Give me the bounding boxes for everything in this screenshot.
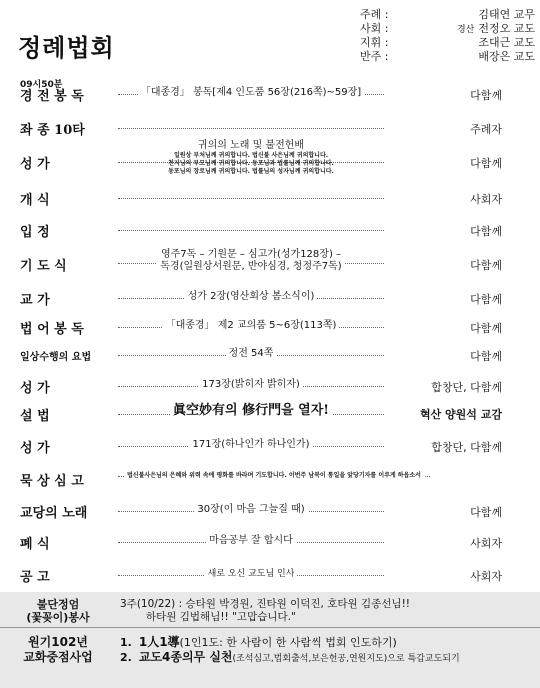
flower-service-text: 3주(10/22) : 승타원 박경원, 진타원 이덕진, 호타원 김종선님!! 하타원 김법해님!! "고맙습니다."	[120, 598, 410, 623]
program-content: 173장(밝히자 밝히자)	[199, 379, 303, 390]
program-label: 설 법	[20, 409, 50, 424]
program-performer: 주례자	[470, 123, 502, 136]
program-label: 공 고	[20, 570, 50, 585]
notice-section	[0, 592, 540, 688]
program-content-line: 일원상 부처님께 귀의합니다. 법신불 사은님께 귀의합니다.	[173, 152, 329, 159]
program-label: 성 가	[20, 157, 50, 172]
program-content: 영주7독 – 기원문 – 심고가(성가128장) –	[158, 249, 344, 260]
program-performer: 사회자	[470, 537, 502, 550]
program-content-line: 독경(일원상서원문, 반야심경, 청정주7독)	[157, 261, 344, 272]
program-label: 개 식	[20, 193, 50, 208]
role-prefix: 경산	[456, 25, 475, 35]
program-performer: 다함께	[470, 293, 502, 306]
role-conductor	[360, 36, 535, 50]
role-accompanist	[360, 50, 535, 64]
program-performer: 다함께	[470, 259, 502, 272]
role-label: 지휘 :	[360, 36, 389, 49]
program-content: 마음공부 잘 합시다	[206, 535, 296, 546]
program-content: 성가 2장(영산회상 봄소식이)	[185, 291, 318, 302]
role-name: 김태연 교무	[478, 8, 535, 21]
page-title: 정례법회	[18, 33, 115, 62]
role-label: 반주 :	[360, 50, 389, 63]
dotted-leader	[118, 230, 384, 231]
program-label: 성 가	[20, 381, 50, 396]
focus-project-item: 2. 교도4종의무 실천(조석심고,법회출석,보은헌공,연원지도)으로 특갑교도되기	[120, 650, 460, 664]
start-time: 09시50분	[20, 80, 63, 90]
role-label: 주례 :	[360, 8, 389, 21]
program-label: 기 도 식	[20, 259, 67, 274]
role-label: 사회 :	[360, 22, 389, 35]
program-performer: 합창단, 다함께	[431, 381, 502, 394]
program-content: 30장(이 마음 그늘질 때)	[194, 504, 307, 515]
sermon-title: 眞空妙有의 修行門을 열자!	[170, 403, 332, 418]
program-content: 「대종경」 봉독[제4 인도품 56장(216쪽)~59장]	[138, 87, 364, 98]
program-performer: 다함께	[470, 322, 502, 335]
program-performer: 사회자	[470, 193, 502, 206]
officiant-list	[360, 8, 535, 64]
program-performer: 사회자	[470, 570, 502, 583]
focus-project-item: 1. 1人1導(1인1도: 한 사람이 한 사람씩 법회 인도하기)	[120, 635, 397, 649]
program-content: 171장(하나인가 하나인가)	[189, 439, 312, 450]
role-officiant	[360, 8, 535, 22]
program-label: 교당의 노래	[20, 506, 88, 521]
dotted-leader	[118, 198, 384, 199]
program-content: 귀의의 노래 및 불전헌배	[195, 140, 307, 151]
program-performer: 혁산 양원석 교감	[419, 408, 502, 421]
program-label: 묵 상 심 고	[20, 474, 84, 489]
program-performer: 다함께	[470, 350, 502, 363]
program-label: 법 어 봉 독	[20, 322, 84, 337]
role-name: 전정오 교도	[478, 22, 535, 35]
program-content: 새로 오신 교도님 인사	[205, 569, 298, 579]
program-content: 「대종경」 제2 교의품 5~6장(113쪽)	[163, 320, 340, 331]
program-label: 입 정	[20, 225, 50, 240]
program-label: 성 가	[20, 441, 50, 456]
program-content-line: 천지님의 부모님께 귀의합니다. 동포님과 법률님께 귀의합니다.	[168, 160, 334, 167]
program-performer: 다함께	[470, 225, 502, 238]
program-performer: 합창단, 다함께	[431, 441, 502, 454]
role-name: 조대근 교도	[478, 36, 535, 49]
dotted-leader	[118, 128, 384, 129]
program-performer: 다함께	[470, 89, 502, 102]
program-label: 경 전 봉 독	[20, 89, 84, 104]
program-label: 일상수행의 요법	[20, 352, 92, 363]
focus-project-label: 원기102년 교화중점사업	[23, 635, 93, 664]
program-performer: 다함께	[470, 506, 502, 519]
program-content-line: 동포님의 장로님께 귀의합니다. 법률님의 성자님께 귀의합니다.	[168, 168, 334, 175]
role-host	[360, 22, 535, 36]
program-label: 폐 식	[20, 537, 50, 552]
program-content: 법신불사은님의 은혜와 위력 속에 평화를 바라며 기도합니다. 이번주 남북이 통일을 앞당기자를 이루게 하옵소서	[124, 472, 424, 479]
program-performer: 다함께	[470, 157, 502, 170]
role-name: 배장은 교도	[478, 50, 535, 63]
flower-service-label: 불단정엄 (꽃꽂이)봉사	[26, 598, 90, 624]
program-content: 정전 54쪽	[226, 348, 277, 359]
focus-project-text	[120, 635, 460, 667]
program-label: 좌 종 10타	[20, 123, 85, 138]
program-label: 교 가	[20, 293, 50, 308]
divider	[0, 627, 540, 628]
